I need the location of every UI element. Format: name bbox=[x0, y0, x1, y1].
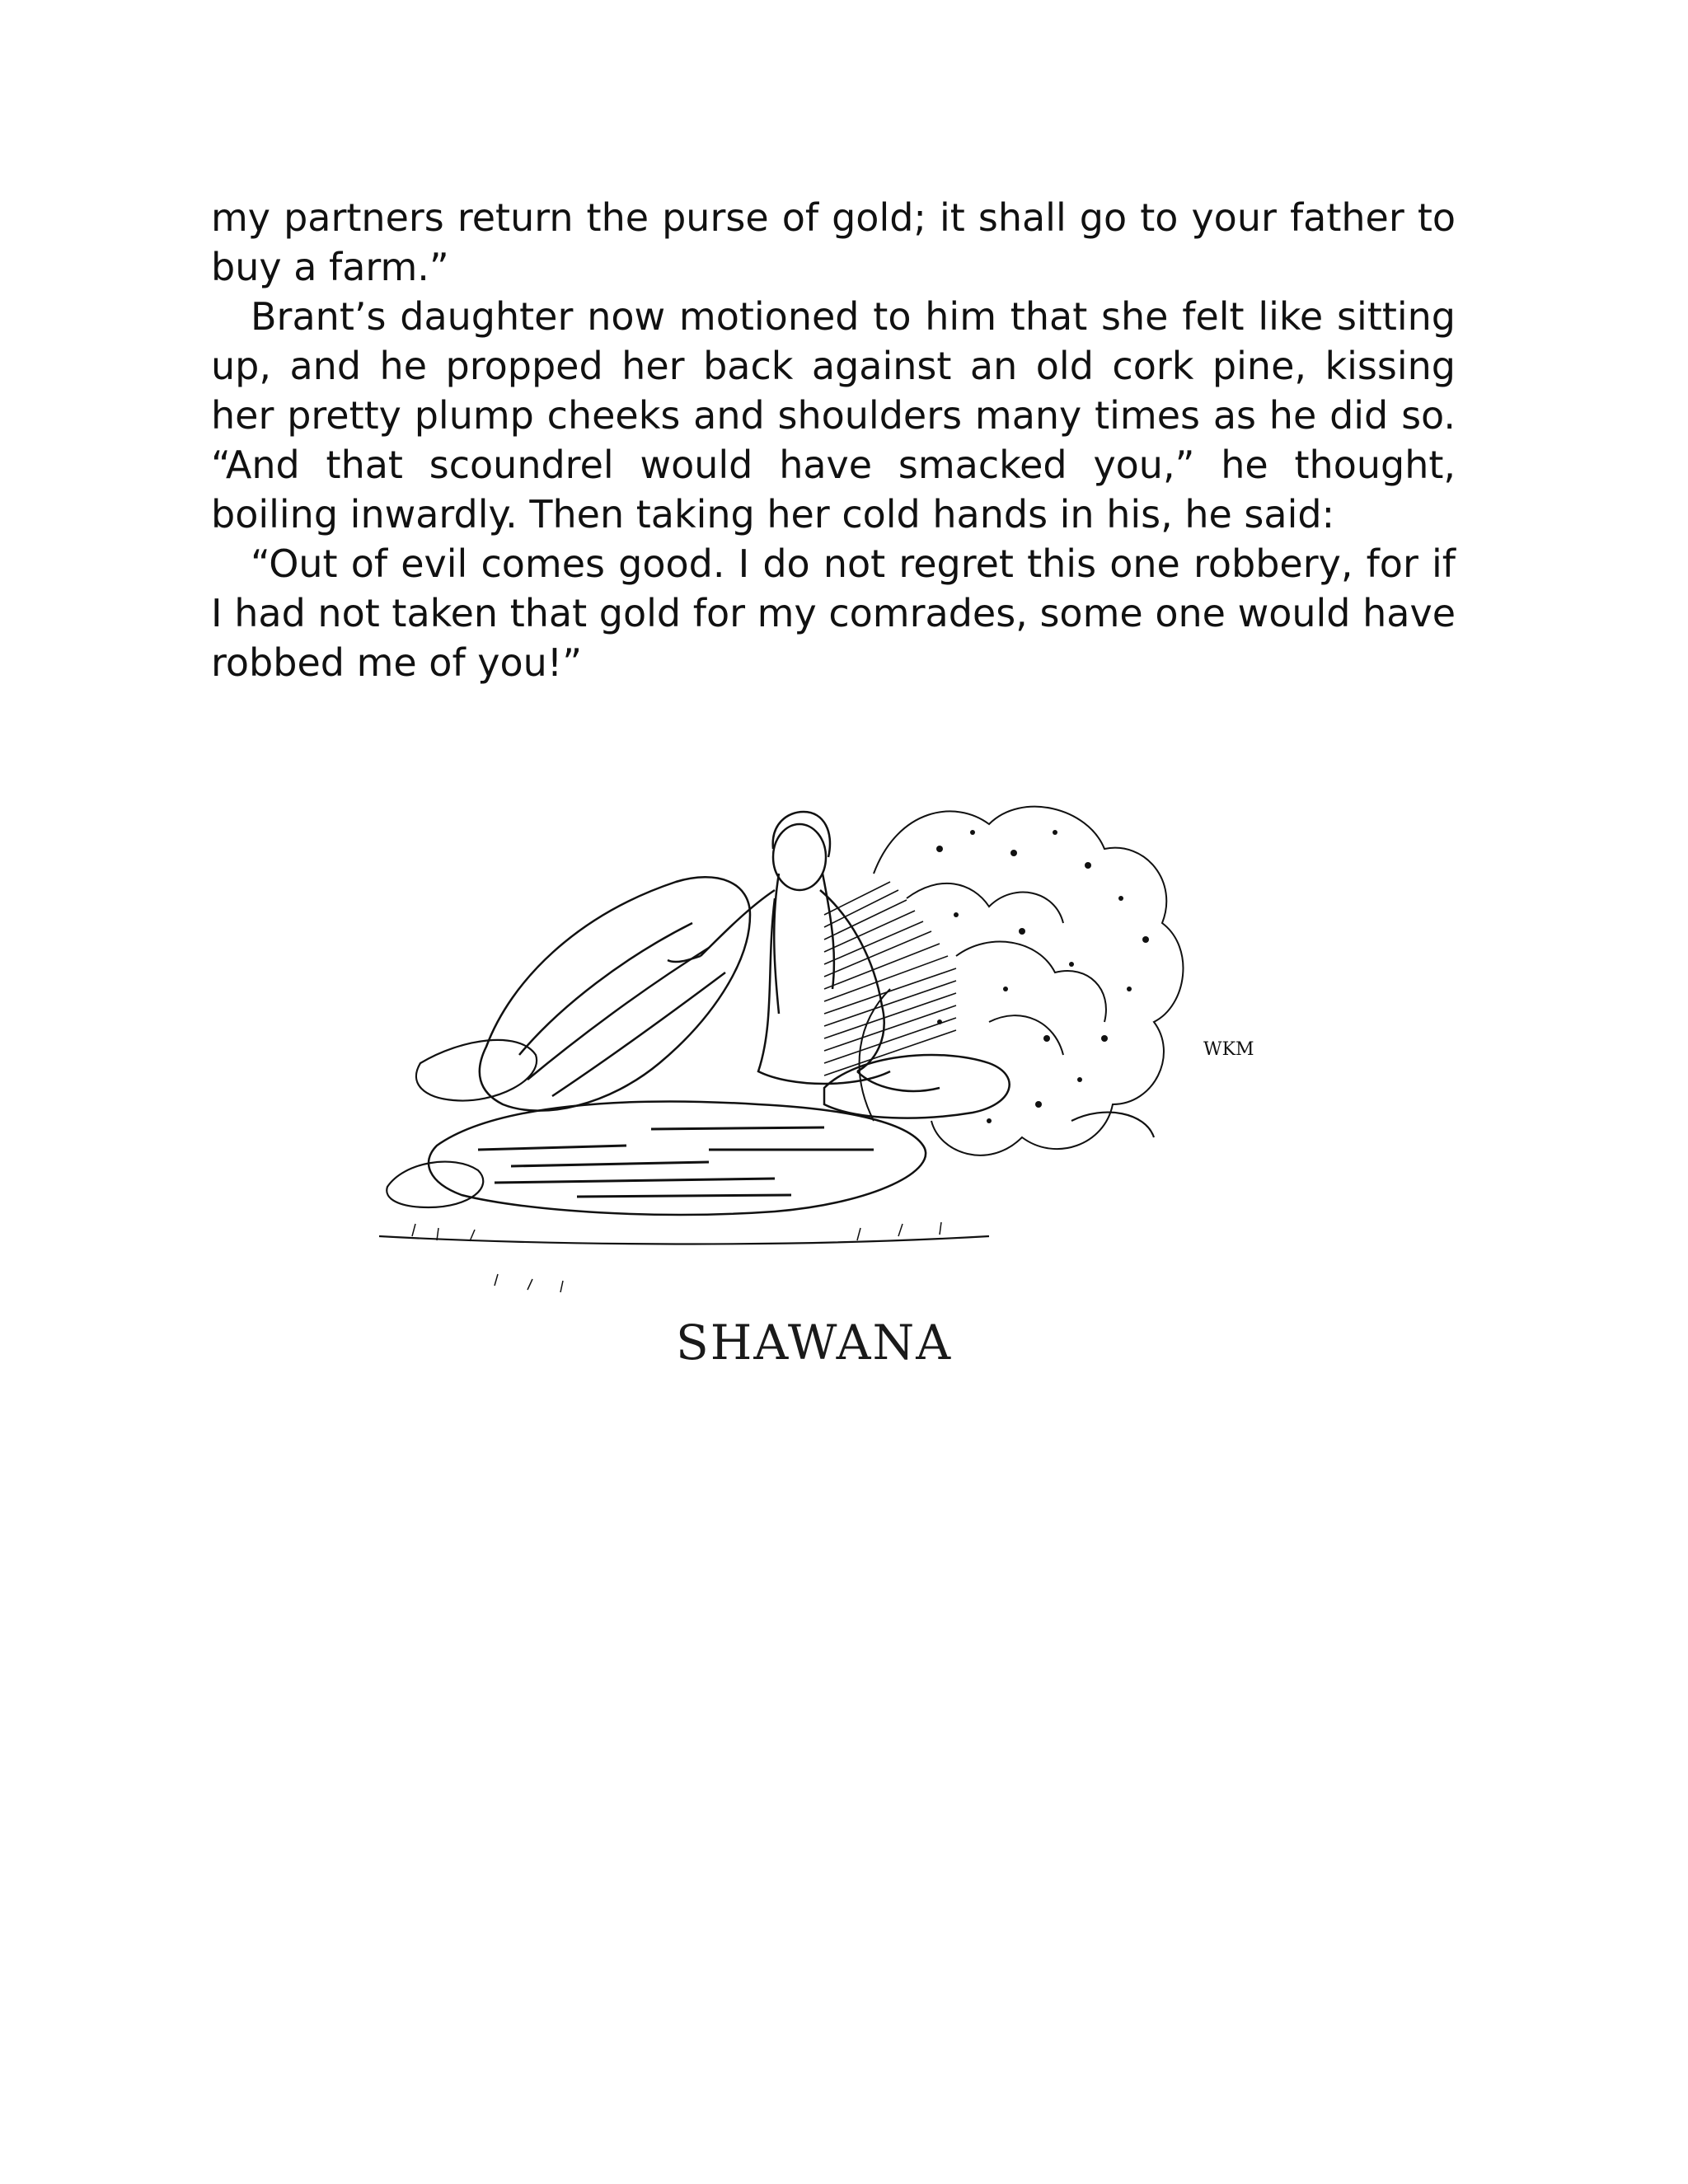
foliage bbox=[860, 807, 1184, 1155]
grass-strokes bbox=[412, 1222, 941, 1292]
hillside-hatching bbox=[824, 882, 956, 1076]
foreground bbox=[379, 1040, 1154, 1244]
foliage-dots bbox=[936, 830, 1149, 1123]
pond bbox=[429, 1102, 926, 1215]
rock bbox=[480, 877, 750, 1110]
paragraph-2: Brant’s daughter now motioned to him that she felt like sitting up, and he propped her back against an old cork pine, kissing her pretty plump cheeks and shoulders many times as he did so. “And that scoundrel would have smacked you,” he thought, boiling inwardly. Then taking her cold hands in his, he said: bbox=[211, 294, 1456, 537]
shawana-illustration bbox=[363, 775, 1311, 1385]
illustration-caption: SHAWANA bbox=[676, 1315, 953, 1371]
sitting-stone bbox=[824, 1055, 1010, 1118]
body-text bbox=[211, 193, 1456, 687]
paragraph-1: my partners return the purse of gold; it shall go to your father to buy a farm.” bbox=[211, 195, 1456, 289]
artist-signature: WKM bbox=[1203, 1039, 1254, 1060]
paragraph-3: “Out of evil comes good. I do not regret this one robbery, for if I had not taken that gold for my comrades, some one would have robbed me of you!” bbox=[211, 541, 1456, 685]
